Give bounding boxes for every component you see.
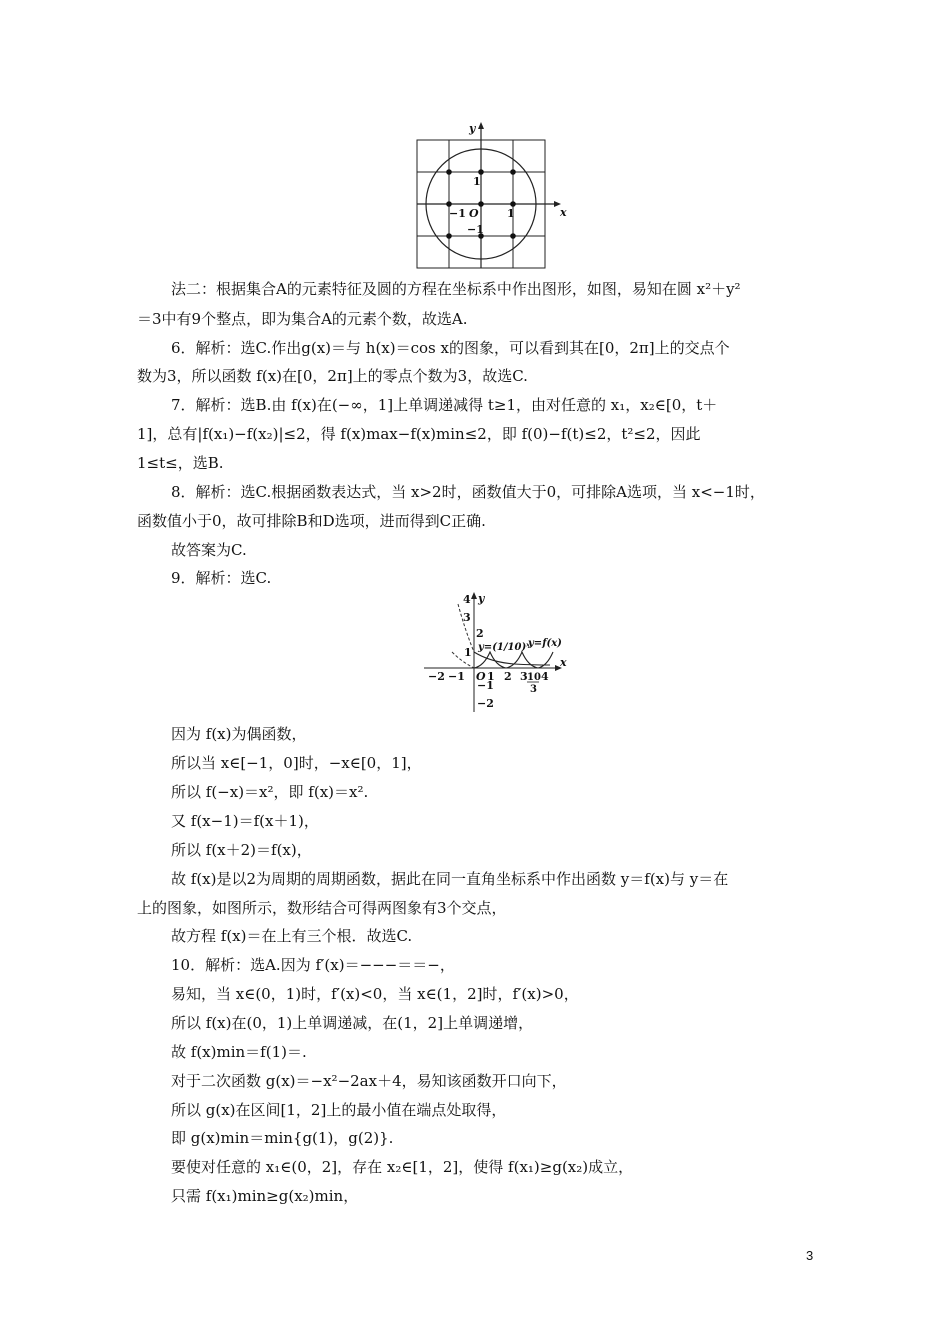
text-line: 所以 f(x＋2)＝f(x)， [171,841,312,859]
text-line: 故 f(x)是以2为周期的周期函数，据此在同一直角坐标系中作出函数 y＝f(x)与 y＝在 [171,870,729,888]
y-tick-minus1: −1 [477,679,494,692]
x-tick-1: 1 [487,670,495,683]
page-number: 3 [806,1248,814,1263]
text-line: 所以 g(x)在区间[1，2]上的最小值在端点处取得， [171,1101,507,1119]
text-line: 法二：根据集合A的元素特征及圆的方程在坐标系中作出图形，如图，易知在圆 x²＋y² [171,280,741,298]
x-tick-3: 3 [520,670,528,683]
text-line: 1≤t≤，选B. [137,454,224,472]
text-line: 因为 f(x)为偶函数， [171,725,307,743]
lattice-point [446,201,452,207]
text-line: 所以 f(−x)＝x²，即 f(x)＝x². [171,783,369,801]
tick-minus1-left: −1 [449,207,466,220]
text-line: 函数值小于0，故可排除B和D选项，进而得到C正确. [137,512,486,530]
text-line: 只需 f(x₁)min≥g(x₂)min， [171,1187,359,1205]
text-line: 即 g(x)min＝min{g(1)，g(2)}. [171,1129,394,1147]
figure-function-graphs [418,590,573,722]
text-line: 1]，总有|f(x₁)−f(x₂)|≤2，得 f(x)max−f(x)min≤2，即 f(0)−f(t)≤2，t²≤2，因此 [137,425,701,443]
text-line: 对于二次函数 g(x)＝−x²−2ax＋4，易知该函数开口向下， [171,1072,567,1090]
x-tick-minus1: −1 [448,670,465,683]
f-periodic-curve [474,652,553,668]
lattice-point [446,169,452,175]
origin-label: O [469,207,479,220]
curve-f-label: y=f(x) [528,638,562,649]
text-line: 数为3，所以函数 f(x)在[0，2π]上的零点个数为3，故选C. [137,367,528,385]
text-line: 所以当 x∈[−1，0]时，−x∈[0，1]， [171,754,422,772]
x-axis-label: x [560,206,567,219]
curve-exponential-label: y=(1/10)ˣ [478,642,530,653]
lattice-point [510,233,516,239]
lattice-point [478,169,484,175]
fraction-numerator: 10 [527,672,541,683]
y-axis-arrow [471,592,477,599]
lattice-point [510,201,516,207]
lattice-point [478,201,484,207]
figure-circle-lattice [405,118,575,277]
text-line: 9．解析：选C. [171,569,272,587]
y-axis-arrow [478,122,484,129]
text-line: 故答案为C. [171,541,247,559]
text-line: 7．解析：选B.由 f(x)在(−∞，1]上单调递减得 t≥1，由对任意的 x₁，x₂∈[0，t＋ [171,396,718,414]
tick-1-right: 1 [507,207,515,220]
lattice-point [510,169,516,175]
text-line: 要使对任意的 x₁∈(0，2]，存在 x₂∈[1，2]，使得 f(x₁)≥g(x₂)成立， [171,1158,634,1176]
text-line: 易知，当 x∈(0，1)时，f′(x)<0，当 x∈(1，2]时，f′(x)>0， [171,985,579,1003]
x-axis-label: x [560,656,567,669]
y-axis-label: y [469,122,476,135]
x-tick-4: 4 [541,670,549,683]
text-line: 6．解析：选C.作出g(x)＝与 h(x)＝cos x的图象，可以看到其在[0，2π]上的交点个 [171,339,730,357]
tick-1-top: 1 [473,175,481,188]
y-tick-3: 3 [463,611,471,624]
text-line: 故 f(x)min＝f(1)＝. [171,1043,307,1061]
text-line: 又 f(x−1)＝f(x＋1)， [171,812,319,830]
text-line: 上的图象，如图所示，数形结合可得两图象有3个交点， [137,899,507,917]
x-tick-minus2: −2 [428,670,445,683]
x-tick-2: 2 [504,670,512,683]
y-tick-1: 1 [464,646,472,659]
y-tick-4: 4 [463,593,471,606]
exponential-curve [474,652,550,665]
text-line: 8．解析：选C.根据函数表达式，当 x>2时，函数值大于0，可排除A选项，当 x<−1时， [171,483,765,501]
origin-label: O [476,670,486,683]
y-tick-minus2: −2 [477,697,494,710]
tick-minus1-bottom: −1 [467,223,484,236]
text-line: 10．解析：选A.因为 f′(x)＝−−−＝＝−， [171,956,455,974]
fraction-denominator: 3 [530,684,537,695]
text-line: 所以 f(x)在(0，1)上单调递减，在(1，2]上单调递增， [171,1014,534,1032]
text-line: 故方程 f(x)＝在上有三个根．故选C. [171,927,413,945]
lattice-point [446,233,452,239]
y-axis-label: y [478,592,485,605]
y-tick-2: 2 [476,627,484,640]
text-line: ＝3中有9个整点，即为集合A的元素个数，故选A. [137,310,468,328]
